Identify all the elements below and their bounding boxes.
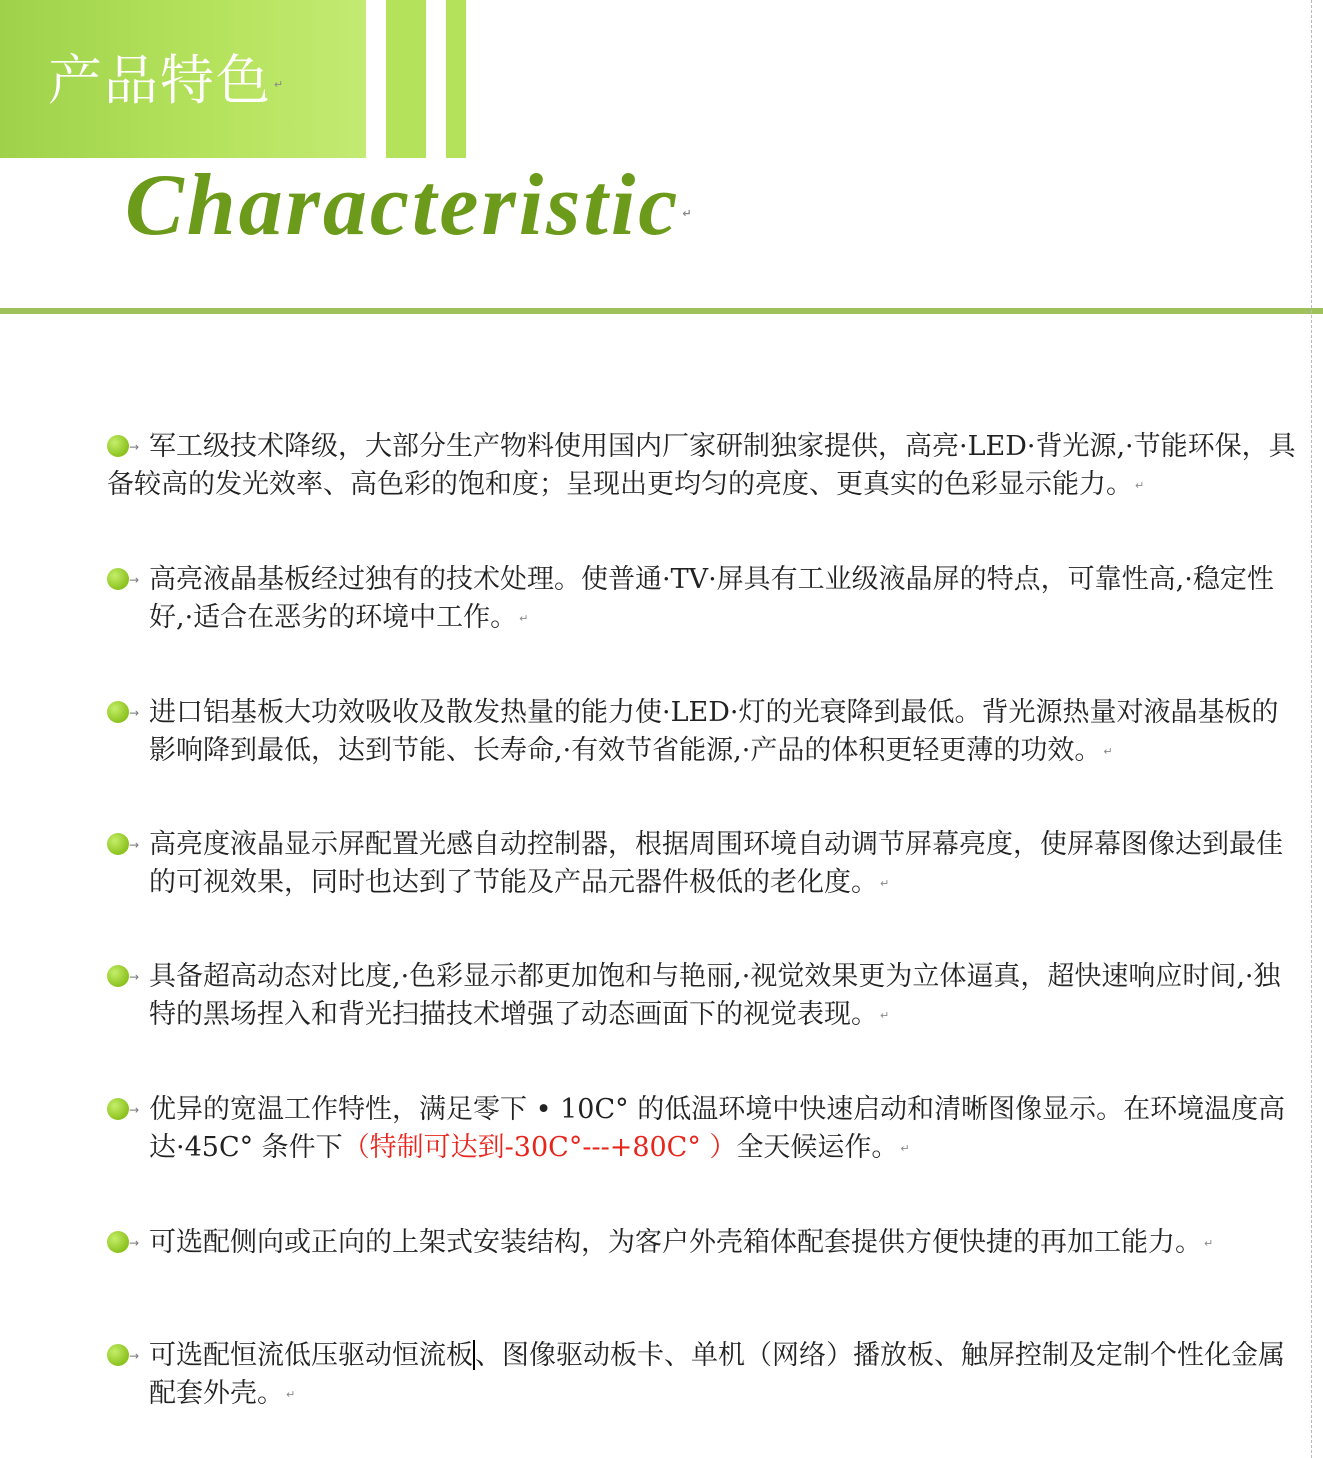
feature-text: 进口铝基板大功效吸收及散发热量的能力使·LED·灯的光衰降到最低。背光源热量对液晶基板的影响降到最低，达到节能、长寿命,·有效节省能源,·产品的体积更轻更薄的功效。 (149, 697, 1279, 766)
bullet-icon (107, 1344, 129, 1366)
paragraph-mark-icon: ↵ (519, 612, 529, 625)
tab-arrow-icon: → (129, 838, 140, 852)
bullet-icon (107, 435, 129, 457)
paragraph-mark-icon: ↵ (880, 877, 890, 890)
paragraph-mark-icon: ↵ (274, 77, 286, 91)
paragraph-mark-icon: ↵ (900, 1142, 910, 1155)
feature-text: 可选配侧向或正向的上架式安装结构，为客户外壳箱体配套提供方便快捷的再加工能力。 (149, 1227, 1202, 1258)
feature-item (107, 958, 1297, 1034)
feature-text: 具备超高动态对比度,·色彩显示都更加饱和与艳丽,·视觉效果更为立体逼真，超快速响应时间,·独特的黑场捏入和背光扫描技术增强了动态画面下的视觉表现。 (149, 961, 1281, 1030)
bullet-icon (107, 965, 129, 987)
feature-text: 可选配恒流低压驱动恒流板 (149, 1340, 473, 1371)
paragraph-mark-icon: ↵ (1103, 745, 1113, 758)
tab-arrow-icon: → (129, 573, 140, 587)
feature-text: 优异的宽温工作特性，满足零下 • 10C° 的低温环境中快速启动和清晰图像显示。在环境温度高达·45C° 条件下 (149, 1094, 1286, 1163)
feature-item (107, 826, 1297, 902)
feature-item (107, 1091, 1297, 1167)
bullet-icon (107, 701, 129, 723)
feature-text: 高亮度液晶显示屏配置光感自动控制器，根据周围环境自动调节屏幕亮度，使屏幕图像达到最佳的可视效果，同时也达到了节能及产品元器件极低的老化度。 (149, 829, 1283, 898)
feature-item (107, 428, 1297, 504)
feature-item (107, 1337, 1297, 1413)
bullet-icon (107, 1098, 129, 1120)
paragraph-mark-icon: ↵ (682, 207, 695, 221)
feature-text: 、图像驱动板卡、单机（网络）播放板、触屏控制及定制个性化金属配套外壳。 (149, 1340, 1285, 1409)
bullet-icon (107, 833, 129, 855)
tab-arrow-icon: → (129, 970, 140, 984)
page-title-english-text: Characteristic (125, 157, 681, 254)
feature-item (107, 561, 1297, 637)
feature-item (107, 1224, 1297, 1262)
tab-arrow-icon: → (129, 1103, 140, 1117)
tab-arrow-icon: → (129, 440, 140, 454)
feature-text: 全天候运作。 (736, 1132, 899, 1163)
tab-arrow-icon: → (129, 706, 140, 720)
bullet-icon (107, 1231, 129, 1253)
bullet-icon (107, 568, 129, 590)
feature-text: 军工级技术降级，大部分生产物料使用国内厂家研制独家提供，高亮·LED·背光源,·节能环保，具备较高的发光效率、高色彩的饱和度；呈现出更均匀的亮度、更真实的色彩显示能力。 (107, 431, 1296, 500)
page-title-chinese-text: 产品特色 (48, 49, 272, 112)
feature-item (107, 694, 1297, 770)
paragraph-mark-icon: ↵ (1135, 479, 1145, 492)
tab-arrow-icon: → (129, 1349, 140, 1363)
paragraph-mark-icon: ↵ (880, 1009, 890, 1022)
paragraph-mark-icon: ↵ (1204, 1237, 1214, 1250)
feature-text: 高亮液晶基板经过独有的技术处理。使普通·TV·屏具有工业级液晶屏的特点，可靠性高,·稳定性好,·适合在恶劣的环境中工作。 (149, 564, 1274, 633)
tab-arrow-icon: → (129, 1236, 140, 1250)
feature-highlight-text: （特制可达到-30C°---+80C° ） (342, 1132, 737, 1163)
paragraph-mark-icon: ↵ (286, 1388, 296, 1401)
